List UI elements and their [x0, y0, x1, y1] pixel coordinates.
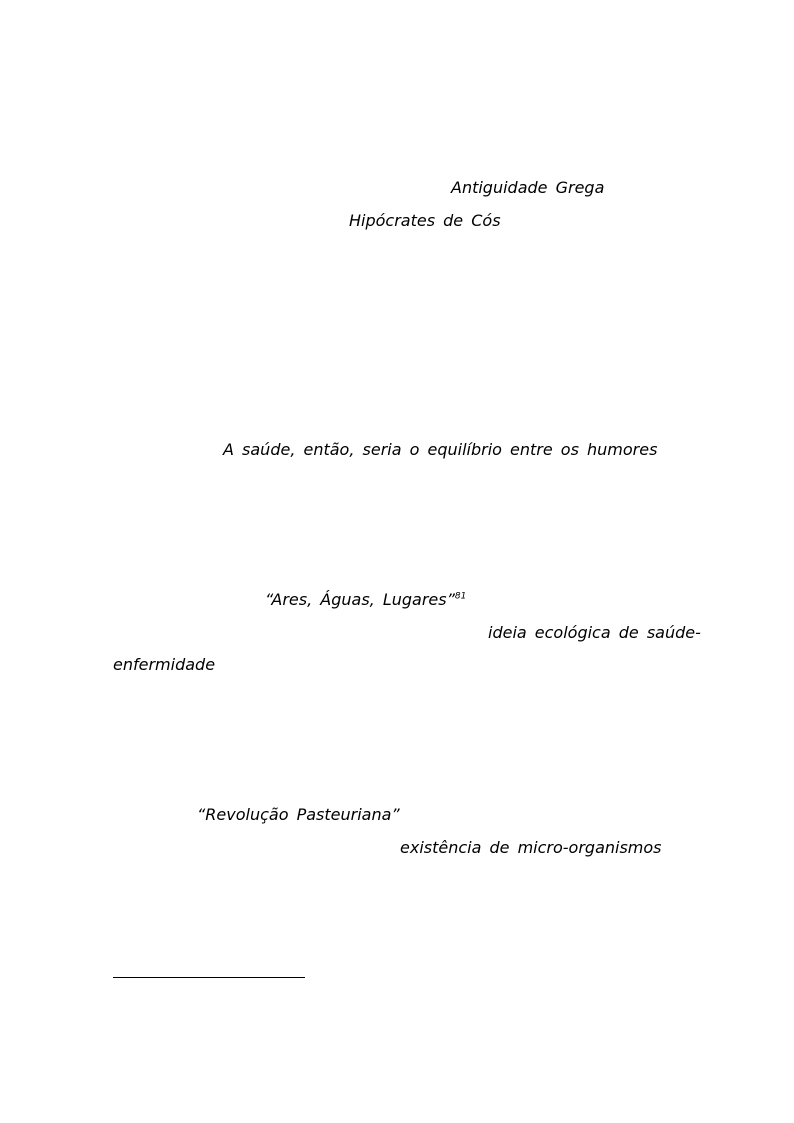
footnote-separator — [113, 977, 305, 978]
footnote-reference: 81 — [454, 591, 467, 602]
quote-saude-equilibrio: A saúde, então, seria o equilíbrio entre os humores — [223, 440, 658, 459]
title-ares-aguas-lugares — [265, 590, 466, 610]
term-hipocrates-de-cos: Hipócrates de Cós — [349, 211, 501, 230]
term-antiguidade-grega: Antiguidade Grega — [451, 178, 605, 197]
term-enfermidade: enfermidade — [113, 655, 216, 674]
term-ideia-ecologica: ideia ecológica de saúde- — [488, 623, 701, 642]
title-ares-text: “Ares, Águas, Lugares” — [265, 590, 455, 609]
term-revolucao-pasteuriana: “Revolução Pasteuriana” — [197, 805, 400, 824]
term-existencia-micro-organismos: existência de micro-organismos — [400, 838, 662, 857]
